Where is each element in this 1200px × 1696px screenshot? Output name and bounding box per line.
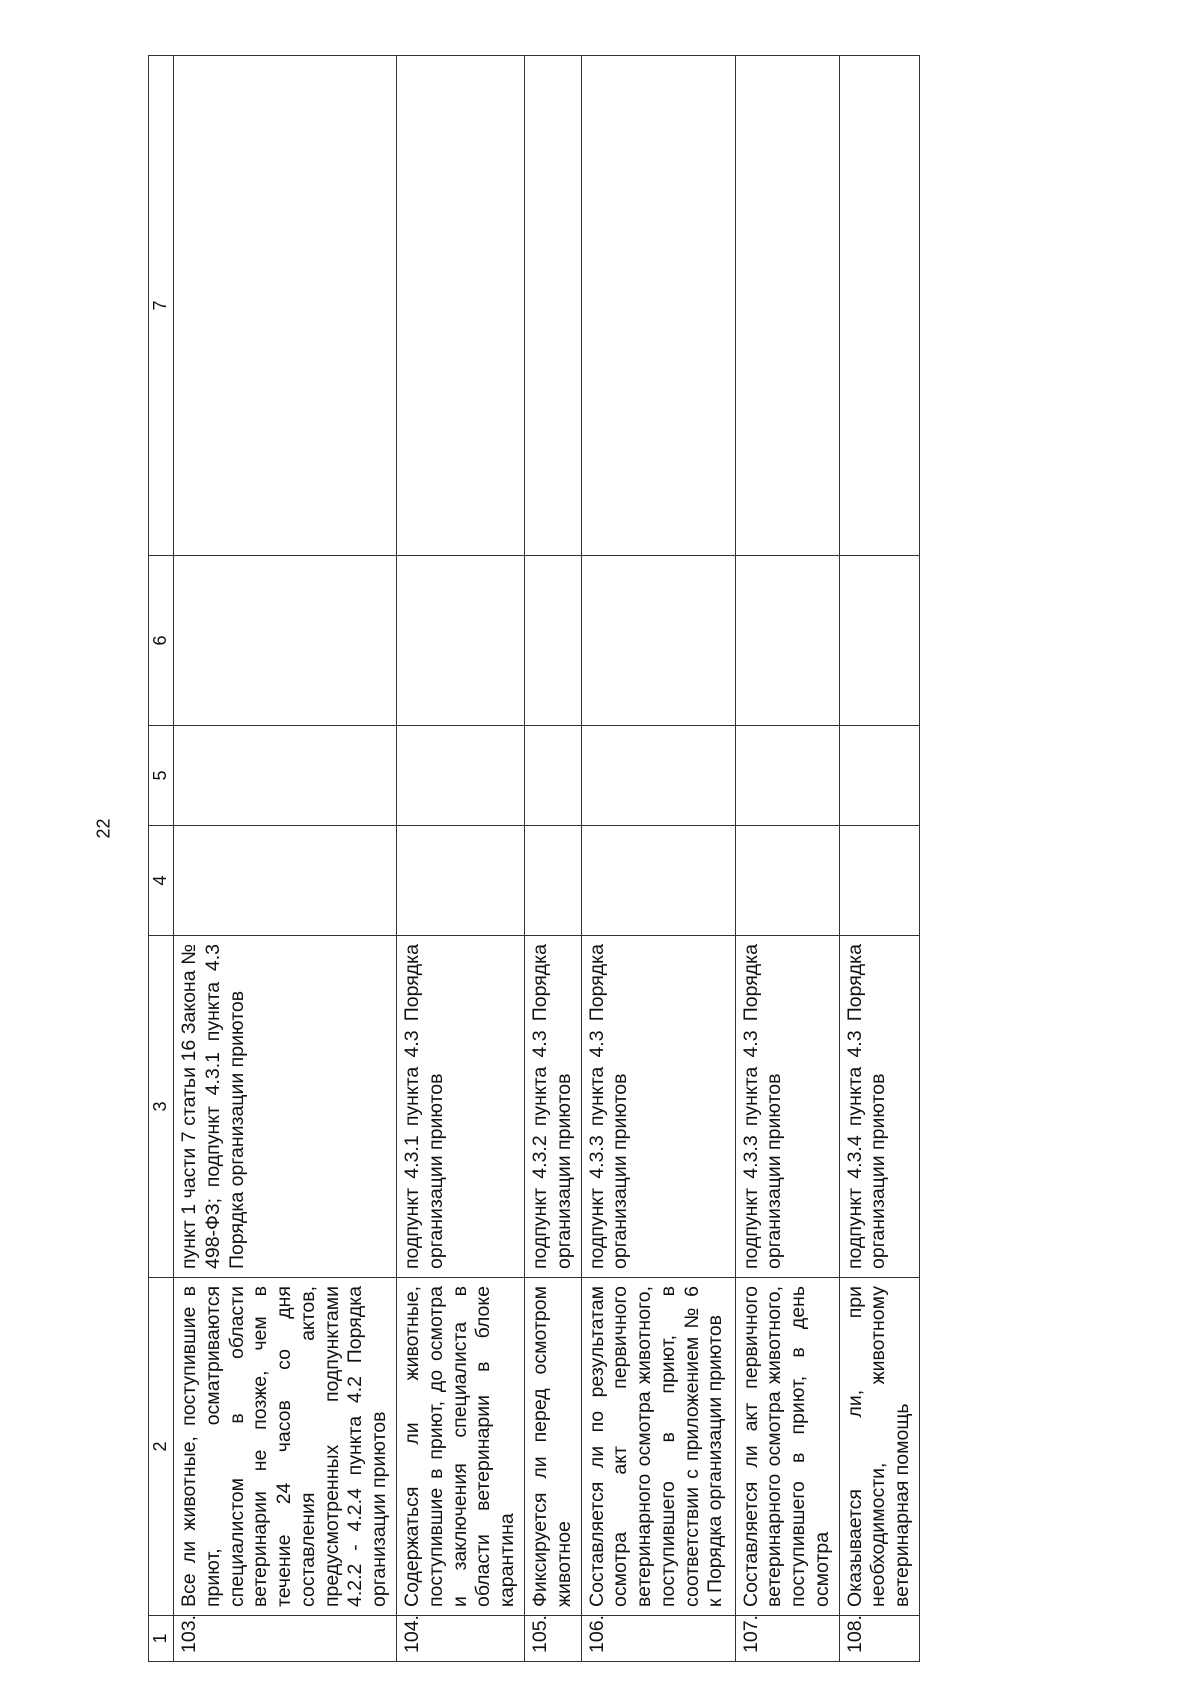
requirement-cell: подпункт 4.3.3 пункта 4.3 Порядка организации приютов	[735, 936, 839, 1278]
requirement-cell: подпункт 4.3.2 пункта 4.3 Порядка организации приютов	[524, 936, 581, 1278]
empty-cell	[839, 826, 919, 936]
question-cell: Фиксируется ли перед осмотром животное	[524, 1278, 581, 1616]
requirement-cell: пункт 1 части 7 статьи 16 Закона № 498-ФЗ; подпункт 4.3.1 пункта 4.3 Порядка организации приютов	[174, 936, 397, 1278]
column-header: 6	[149, 556, 174, 726]
empty-cell	[735, 826, 839, 936]
row-number: 103.	[174, 1616, 397, 1662]
page-number: 22	[93, 818, 114, 839]
column-header: 4	[149, 826, 174, 936]
column-header: 7	[149, 56, 174, 556]
requirement-cell: подпункт 4.3.3 пункта 4.3 Порядка организации приютов	[581, 936, 735, 1278]
empty-cell	[524, 56, 581, 556]
requirement-cell: подпункт 4.3.4 пункта 4.3 Порядка организации приютов	[839, 936, 919, 1278]
table-row	[581, 56, 735, 1662]
row-number: 104.	[397, 1616, 525, 1662]
checklist-table	[148, 55, 920, 1662]
empty-cell	[581, 726, 735, 826]
empty-cell	[397, 726, 525, 826]
empty-cell	[174, 56, 397, 556]
empty-cell	[839, 56, 919, 556]
empty-cell	[174, 726, 397, 826]
question-cell: Оказывается ли, при необходимости, животному ветеринарная помощь	[839, 1278, 919, 1616]
table-row	[735, 56, 839, 1662]
empty-cell	[397, 56, 525, 556]
row-number: 105.	[524, 1616, 581, 1662]
empty-cell	[735, 726, 839, 826]
row-number: 106.	[581, 1616, 735, 1662]
empty-cell	[524, 726, 581, 826]
question-cell: Составляется ли акт первичного ветеринарного осмотра животного, поступившего в приют, в день осмотра	[735, 1278, 839, 1616]
empty-cell	[524, 556, 581, 726]
column-header: 2	[149, 1278, 174, 1616]
column-header: 1	[149, 1616, 174, 1662]
empty-cell	[581, 826, 735, 936]
row-number: 107.	[735, 1616, 839, 1662]
table-row	[839, 56, 919, 1662]
column-header: 3	[149, 936, 174, 1278]
empty-cell	[581, 556, 735, 726]
row-number: 108.	[839, 1616, 919, 1662]
header-row	[149, 56, 174, 1662]
table-frame	[148, 56, 914, 1662]
empty-cell	[735, 556, 839, 726]
question-cell: Содержаться ли животные, поступившие в приют, до осмотра и заключения специалиста в области ветеринарии в блоке карантина	[397, 1278, 525, 1616]
empty-cell	[174, 556, 397, 726]
question-cell: Составляется ли по результатам осмотра акт первичного ветеринарного осмотра животного, поступившего в приют, в соответствии с приложением № 6 к Порядка организации приютов	[581, 1278, 735, 1616]
requirement-cell: подпункт 4.3.1 пункта 4.3 Порядка организации приютов	[397, 936, 525, 1278]
empty-cell	[839, 726, 919, 826]
empty-cell	[839, 556, 919, 726]
empty-cell	[174, 826, 397, 936]
table-row	[397, 56, 525, 1662]
empty-cell	[735, 56, 839, 556]
rotated-table-container	[148, 56, 914, 1662]
table-row	[524, 56, 581, 1662]
empty-cell	[397, 826, 525, 936]
table-row	[174, 56, 397, 1662]
empty-cell	[397, 556, 525, 726]
empty-cell	[581, 56, 735, 556]
question-cell: Все ли животные, поступившие в приют, осматриваются специалистом в области ветеринарии не позже, чем в течение 24 часов со дня составления актов, предусмотренных подпунктами 4.2.2 - 4.2.4 пункта 4.2 Порядка организации приютов	[174, 1278, 397, 1616]
empty-cell	[524, 826, 581, 936]
column-header: 5	[149, 726, 174, 826]
